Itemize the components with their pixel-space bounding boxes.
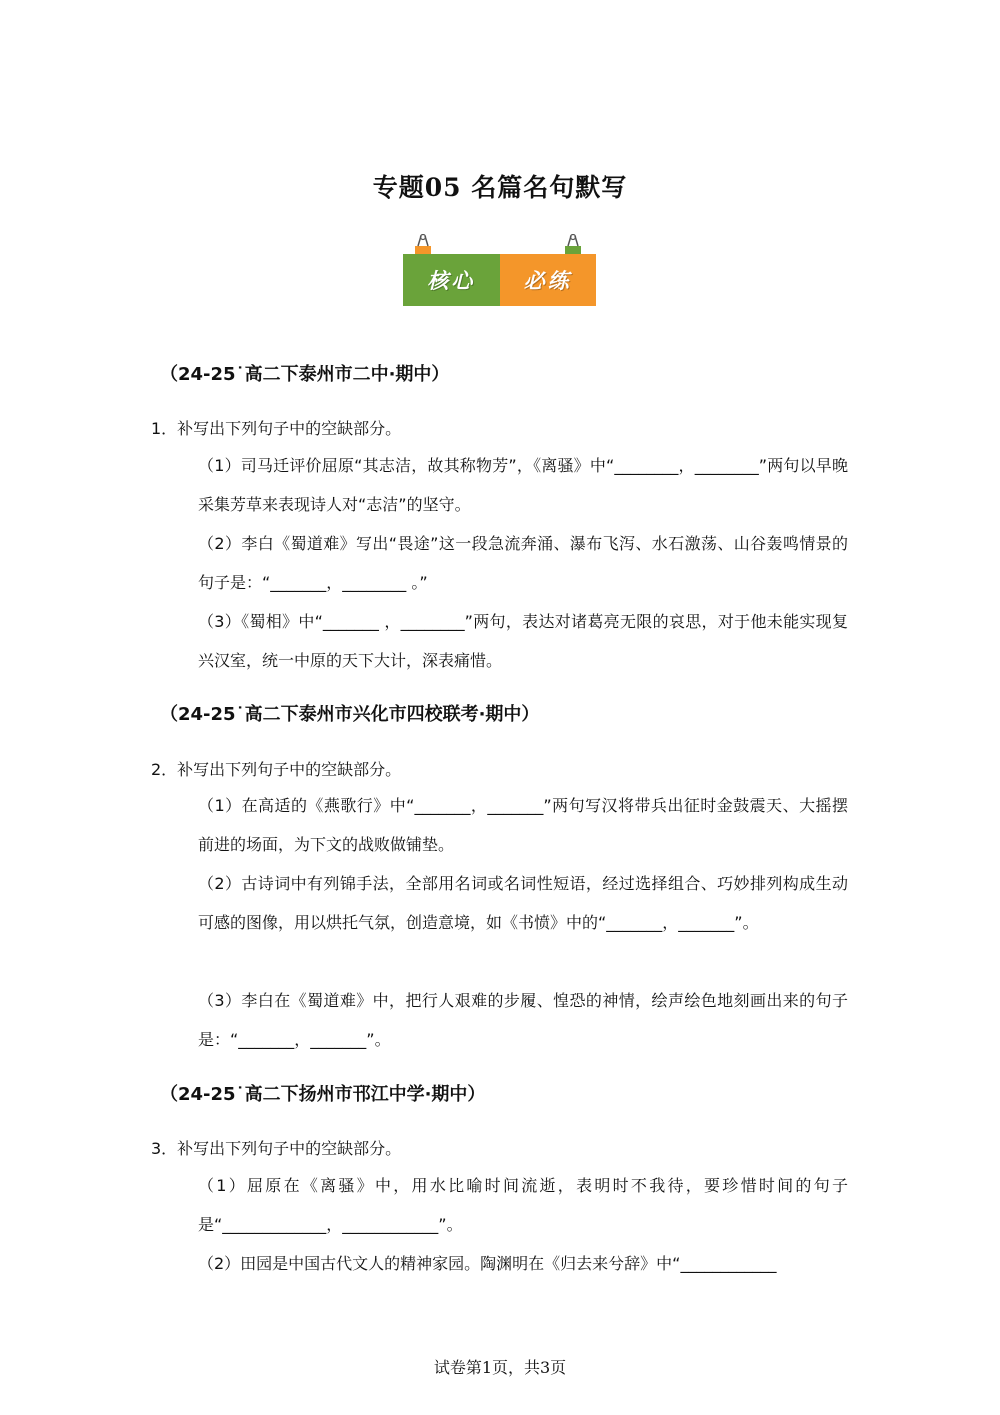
page-title: 专题05 名篇名句默写 — [372, 173, 628, 202]
question-item: （2）田园是中国古代文人的精神家园。陶渊明在《归去来兮辞》中“____________ — [198, 1254, 777, 1273]
question-title: 1．补写出下列句子中的空缺部分。 — [151, 419, 402, 438]
question-item: （1）屈原在《离骚》中，用水比喻时间流逝，表明时不我待，要珍惜时间的句子是“_____________，____________”。 — [198, 1176, 848, 1234]
banner-right: 必练 — [500, 254, 597, 306]
section-heading: （24-25˙高二下泰州市二中·期中） — [160, 364, 450, 385]
core-practice-banner — [403, 254, 596, 306]
question-item: （2）古诗词中有列锦手法，全部用名词或名词性短语，经过选择组合、巧妙排列构成生动可感的图像，用以烘托气氛，创造意境，如《书愤》中的“_______，_______”。 — [198, 874, 848, 932]
section-heading: （24-25˙高二下扬州市邗江中学·期中） — [160, 1084, 486, 1105]
question-item: （3）《蜀相》中“_______ ，________”两句，表达对诸葛亮无限的哀思，对于他未能实现复兴汉室，统一中原的天下大计，深表痛惜。 — [198, 612, 848, 670]
question-item: （1）司马迁评价屈原“其志洁，故其称物芳”，《离骚》中“________，________”两句以早晚采集芳草来表现诗人对“志洁”的坚守。 — [198, 456, 848, 514]
banner-left: 核心 — [403, 254, 500, 306]
question-item: （3）李白在《蜀道难》中，把行人艰难的步履、惶恐的神情，绘声绘色地刻画出来的句子是：“_______，_______”。 — [198, 991, 848, 1049]
question-item: （1）在高适的《燕歌行》中“_______，_______”两句写汉将带兵出征时金鼓震天、大摇摆前进的场面，为下文的战败做铺垫。 — [198, 796, 848, 854]
section-heading: （24-25˙高二下泰州市兴化市四校联考·期中） — [160, 704, 540, 725]
page-footer: 试卷第1页，共3页 — [433, 1358, 567, 1377]
question-title: 2．补写出下列句子中的空缺部分。 — [151, 760, 402, 779]
question-item: （2）李白《蜀道难》写出“畏途”这一段急流奔涌、瀑布飞泻、水石激荡、山谷轰鸣情景的句子是：“_______，________ 。” — [198, 534, 848, 592]
question-title: 3．补写出下列句子中的空缺部分。 — [151, 1139, 402, 1158]
